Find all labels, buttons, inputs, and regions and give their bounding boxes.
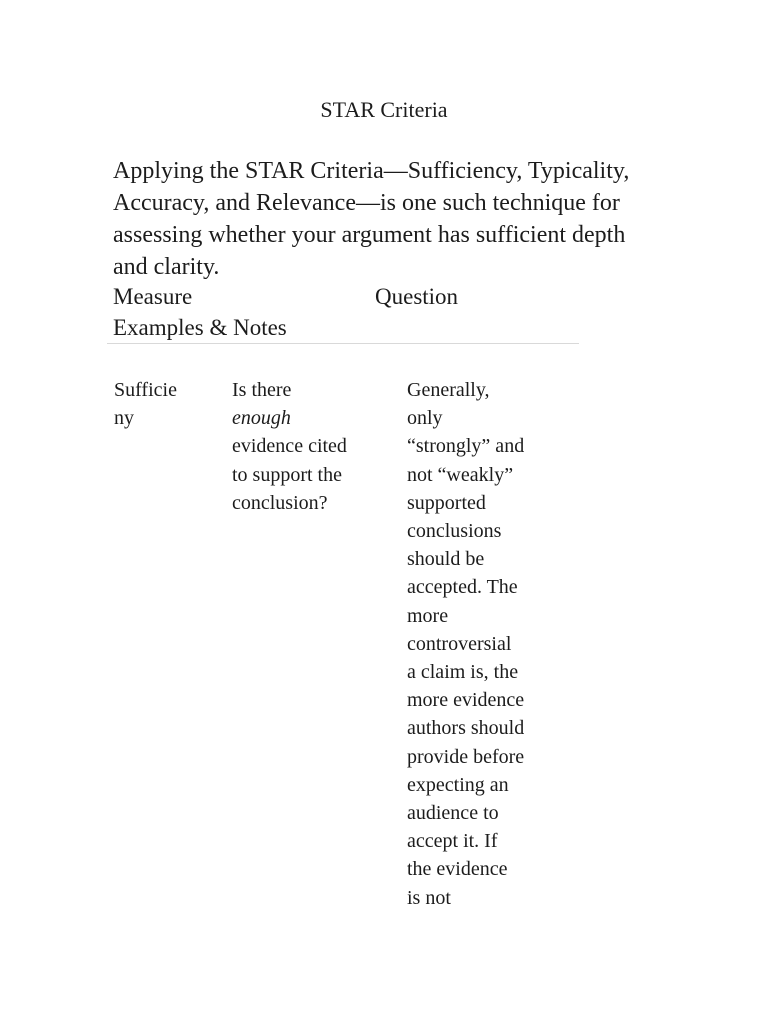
table-header-row — [113, 282, 658, 312]
row-sufficiency-measure: Sufficie ny — [114, 379, 177, 430]
document-title: STAR Criteria — [320, 97, 448, 122]
question-emphasis: enough — [232, 407, 291, 430]
intro-paragraph: Applying the STAR Criteria—Sufficiency, Typicality, Accuracy, and Relevance—is one such technique for assessing whether your argument has sufficient depth and clarity. — [113, 158, 630, 280]
row-sufficiency-notes: Generally, only “strongly” and not “weakly” supported conclusions should be accepted. The more controversial a claim is, the more evidence authors should provide before expecting an audience to accept it. If the evidence is not — [407, 379, 525, 909]
question-text-start: Is there — [232, 379, 292, 401]
header-measure: Measure — [113, 284, 193, 309]
row-sufficiency-question — [232, 376, 382, 517]
question-text-end: evidence cited to support the conclusion? — [232, 435, 347, 514]
header-question: Question — [375, 284, 459, 309]
header-divider — [107, 343, 579, 344]
header-examples-notes: Examples & Notes — [113, 315, 287, 340]
